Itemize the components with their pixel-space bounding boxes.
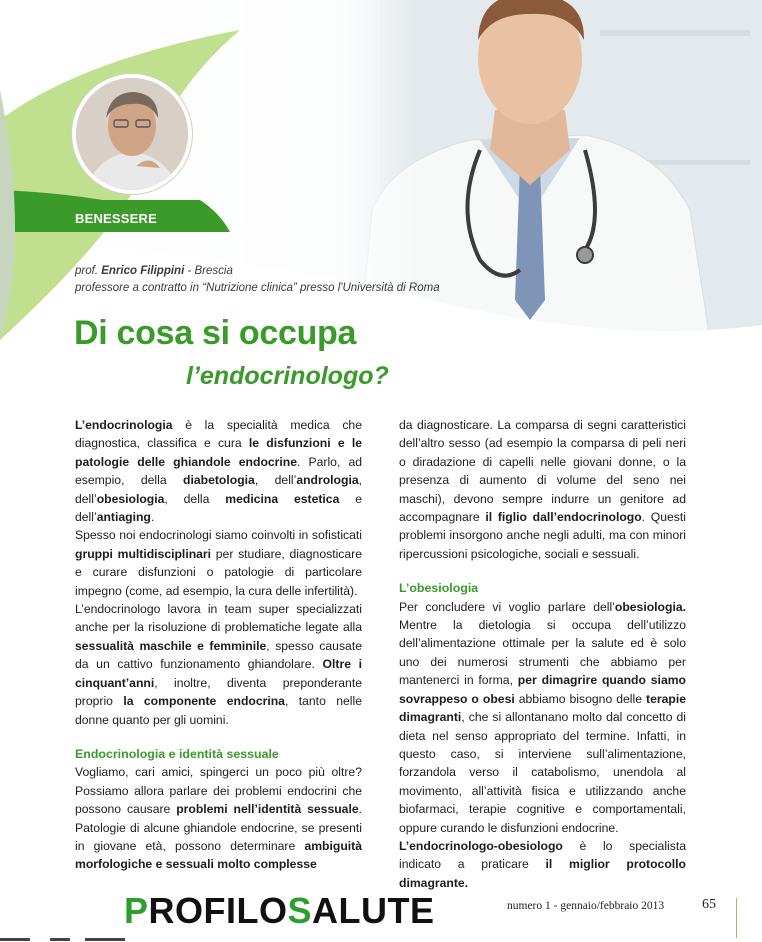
article-title: Di cosa si occupa — [74, 314, 357, 352]
paragraph-intro: L’endocrinologia è la specialità medica che diagnostica, classifica e cura le disfunzioni e le patologie delle ghiandole endocrine. Parlo, ad esempio, della diabetologia, dell’andrologia, dell’obesiologia, della medicina estetica e dell’antiaging. — [75, 418, 363, 525]
issue-info: numero 1 - gennaio/febbraio 2013 — [507, 900, 665, 912]
footer-divider — [736, 898, 737, 938]
paragraph-teams: Spesso noi endocrinologi siamo coinvolti in sofisticati gruppi multidisciplinari per studiare, diagnosticare e curare disfunzioni o patologie di particolare impegno (come, ad esempio, la cura delle infertilità). — [75, 528, 362, 598]
page-number: 65 — [702, 897, 716, 912]
article-subtitle: l’endocrinologo? — [186, 362, 389, 390]
logo-part-rofilo: ROFILO — [148, 890, 288, 931]
author-location: - Brescia — [187, 265, 233, 277]
author-name: Enrico Filippini — [101, 265, 185, 277]
logo-part-alute: ALUTE — [312, 890, 435, 931]
subheading-identity: Endocrinologia e identità sessuale — [75, 746, 279, 761]
author-byline — [75, 263, 440, 297]
bottom-edge-marks — [0, 937, 762, 942]
section-label: BENESSERE — [75, 211, 157, 226]
paragraph-obesiology: Per concludere vi voglio parlare dell’obesiologia. Mentre la dietologia si occupa dell’utilizzo dell’alimentazione ottimale per la salute ed è solo uno dei numerosi strumenti che abbiamo per mantenerci in forma, per dimagrire quando siamo sovrappeso o obesi abbiamo bisogno delle terapie dimagranti, che si allontanano molto dal concetto di dieta nel senso appropriato del termine. Infatti, in questo caso, si interviene sull’alimentazione, forzandola verso il catabolismo, unendola al movimento, all’attività fisica e utilizzando anche biofarmaci, terapie cognitive e comportamentali, oppure curando le disfunzioni endocrine. — [399, 599, 686, 835]
spacer — [75, 731, 362, 745]
spacer — [399, 565, 686, 579]
subheading-obesiology: L’obesiologia — [399, 581, 479, 596]
paragraph-conclusion: L’endocrinologo-obesiologo è lo specialista indicato a praticare il miglior protocollo dimagrante. — [399, 838, 686, 890]
author-portrait — [72, 74, 192, 194]
paragraph-sexuality: L’endocrinologo lavora in team super specializzati anche per la risoluzione di problematiche legate alla sessualità maschile e femminile, spesso causate da un cattivo funzionamento ghiandolare. Oltre i cinquant’anni, inoltre, diventa preponderante proprio la componente endocrina, tanto nelle donne quanto per gli uomini. — [75, 602, 362, 727]
logo-letter-p: P — [124, 890, 149, 931]
paragraph-identity: Vogliamo, cari amici, spingerci un poco più oltre? Possiamo allora parlare dei problemi endocrini che possono causare problemi nell’identità sessuale. Patologie di alcune ghiandole endocrine, se presenti in giovane età, possono determinare ambiguità morfologiche e sessuali molto complesse — [75, 765, 362, 872]
author-prefix: prof. — [75, 265, 99, 277]
article-column-left — [75, 416, 362, 874]
author-role: professore a contratto in “Nutrizione clinica” presso l'Università di Roma — [75, 282, 440, 294]
paragraph-identity-cont: da diagnosticare. La comparsa di segni caratteristici dell’altro sesso (ad esempio la comparsa di peli neri o diradazione di capelli nelle giovani donne, o la presenza di aumento di volume del seno nei maschi), devono sempre indurre un genitore ad accompagnare il figlio dall’endocrinologo. Questi problemi insorgono anche negli adulti, ma con minori ripercussioni psicologiche, sociali e sessuali. — [399, 418, 686, 561]
magazine-logo — [124, 890, 435, 931]
logo-letter-s: S — [287, 890, 313, 931]
article-column-right — [399, 416, 686, 892]
